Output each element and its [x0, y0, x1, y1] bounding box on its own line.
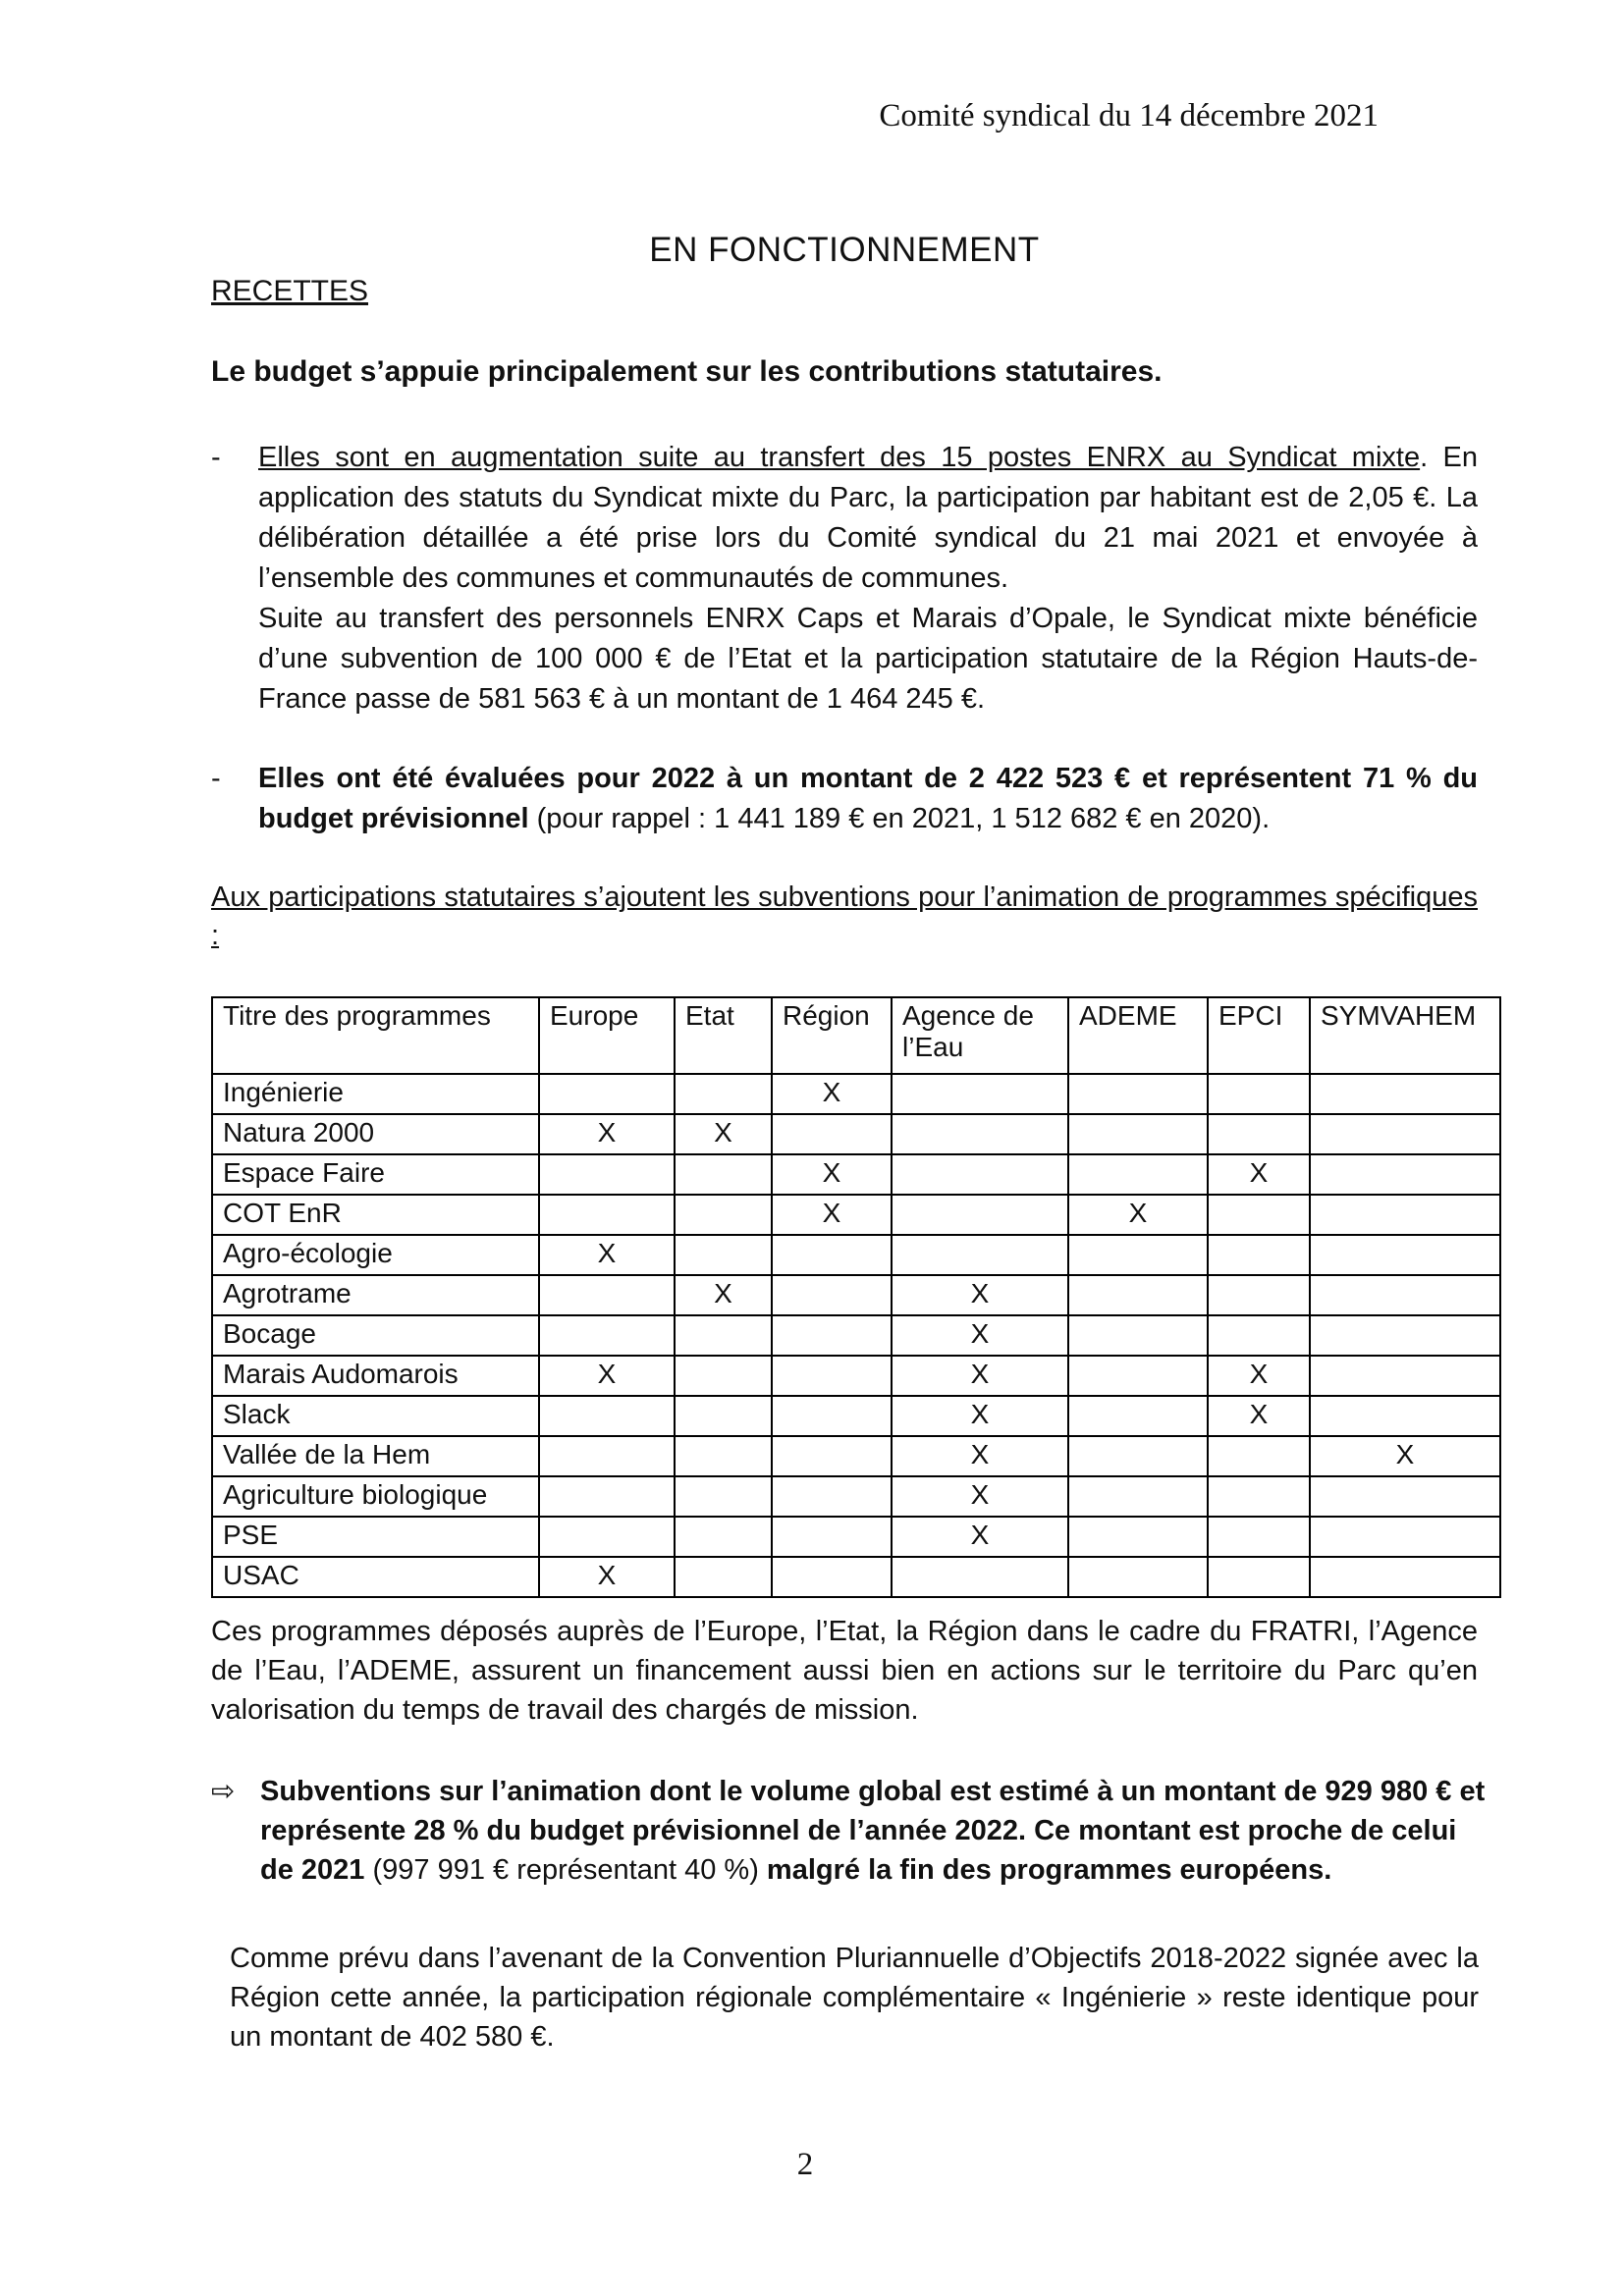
- funder-mark-cell: [892, 1557, 1068, 1597]
- funder-mark-cell: [539, 1476, 675, 1517]
- program-name-cell: Espace Faire: [212, 1154, 539, 1195]
- funder-mark-cell: [539, 1195, 675, 1235]
- funder-mark-cell: [772, 1356, 892, 1396]
- bullet-dash: -: [211, 442, 221, 473]
- table-row: [212, 1154, 1500, 1195]
- funder-mark-cell: [539, 1396, 675, 1436]
- program-name-cell: USAC: [212, 1557, 539, 1597]
- subventions-normal: (997 991 € représentant 40 %): [364, 1854, 767, 1886]
- subventions-bold-1: Subventions sur l’animation dont le volume global est estimé à un montant de 929 980 € et représente 28 % du budget prévisionnel de l’année 2022. Ce montant est proche de celui de 2021: [260, 1776, 1486, 1886]
- table-row: [212, 1275, 1500, 1315]
- header-cell: Agence de l’Eau: [892, 997, 1068, 1074]
- table-row: [212, 1517, 1500, 1557]
- table-row: [212, 1476, 1500, 1517]
- funder-mark-cell: [1068, 1476, 1208, 1517]
- table-row: [212, 1235, 1500, 1275]
- header-date: Comité syndical du 14 décembre 2021: [879, 98, 1379, 133]
- header-cell: Etat: [675, 997, 772, 1074]
- funder-mark-cell: [1310, 1315, 1500, 1356]
- funder-mark-cell: [675, 1154, 772, 1195]
- bullet-dash: -: [211, 763, 221, 794]
- funder-mark-cell: [1310, 1114, 1500, 1154]
- programs-table: [211, 996, 1501, 1598]
- funder-mark-cell: [1310, 1476, 1500, 1517]
- bullet-augmentation-underlined: Elles sont en augmentation suite au transfert des 15 postes ENRX au Syndicat mixte: [258, 442, 1421, 473]
- table-row: [212, 1114, 1500, 1154]
- program-name-cell: Natura 2000: [212, 1114, 539, 1154]
- table-row: [212, 1195, 1500, 1235]
- funder-mark-cell: X: [772, 1195, 892, 1235]
- program-name-cell: Ingénierie: [212, 1074, 539, 1114]
- funder-mark-cell: [1310, 1275, 1500, 1315]
- funder-mark-cell: X: [892, 1356, 1068, 1396]
- bullet-augmentation: [211, 438, 1478, 720]
- funder-mark-cell: [1208, 1436, 1310, 1476]
- funder-mark-cell: [1068, 1517, 1208, 1557]
- funder-mark-cell: X: [1208, 1154, 1310, 1195]
- funder-mark-cell: [772, 1436, 892, 1476]
- bullet-augmentation-second: Suite au transfert des personnels ENRX Caps et Marais d’Opale, le Syndicat mixte bénéficie d’une subvention de 100 000 € de l’Etat et la participation statutaire de la Région Hauts-de-France passe de 581 563 € à un montant de 1 464 245 €.: [258, 603, 1478, 715]
- funder-mark-cell: X: [539, 1557, 675, 1597]
- funder-mark-cell: X: [539, 1114, 675, 1154]
- funder-mark-cell: X: [772, 1074, 892, 1114]
- aux-participations-text: Aux participations statutaires s’ajoutent les subventions pour l’animation de programmes spécifiques :: [211, 881, 1478, 951]
- funder-mark-cell: [539, 1074, 675, 1114]
- funder-mark-cell: [675, 1195, 772, 1235]
- page-number: 2: [796, 2147, 814, 2182]
- funder-mark-cell: [892, 1154, 1068, 1195]
- funder-mark-cell: [1068, 1315, 1208, 1356]
- section-title: EN FONCTIONNEMENT: [649, 231, 1040, 269]
- bullet-augmentation-text: [258, 438, 1478, 599]
- funder-mark-cell: X: [892, 1275, 1068, 1315]
- funder-mark-cell: [772, 1275, 892, 1315]
- funder-mark-cell: X: [1208, 1356, 1310, 1396]
- funder-mark-cell: X: [892, 1476, 1068, 1517]
- funder-mark-cell: [675, 1396, 772, 1436]
- funder-mark-cell: [1068, 1154, 1208, 1195]
- funder-mark-cell: [772, 1315, 892, 1356]
- funder-mark-cell: [1068, 1275, 1208, 1315]
- recettes-heading: RECETTES: [211, 275, 369, 307]
- funder-mark-cell: X: [892, 1517, 1068, 1557]
- bullet-evaluation-rest: (pour rappel : 1 441 189 € en 2021, 1 512 682 € en 2020).: [528, 803, 1271, 834]
- table-row: [212, 1074, 1500, 1114]
- funder-mark-cell: X: [892, 1315, 1068, 1356]
- funder-mark-cell: [675, 1517, 772, 1557]
- funder-mark-cell: [772, 1396, 892, 1436]
- program-name-cell: Agro-écologie: [212, 1235, 539, 1275]
- table-header-row: [212, 997, 1500, 1074]
- funder-mark-cell: [1310, 1557, 1500, 1597]
- table-row: [212, 1436, 1500, 1476]
- funder-mark-cell: [1208, 1557, 1310, 1597]
- funder-mark-cell: X: [675, 1114, 772, 1154]
- funder-mark-cell: [1310, 1074, 1500, 1114]
- program-name-cell: Agrotrame: [212, 1275, 539, 1315]
- funder-mark-cell: X: [675, 1275, 772, 1315]
- program-name-cell: Agriculture biologique: [212, 1476, 539, 1517]
- program-name-cell: PSE: [212, 1517, 539, 1557]
- funder-mark-cell: X: [1068, 1195, 1208, 1235]
- funder-mark-cell: [1208, 1074, 1310, 1114]
- subventions-bold-2: malgré la fin des programmes européens.: [766, 1854, 1332, 1886]
- funder-mark-cell: [1310, 1154, 1500, 1195]
- funder-mark-cell: [1068, 1396, 1208, 1436]
- table-row: [212, 1315, 1500, 1356]
- funder-mark-cell: X: [772, 1154, 892, 1195]
- funder-mark-cell: [1310, 1356, 1500, 1396]
- table-row: [212, 1356, 1500, 1396]
- program-name-cell: Slack: [212, 1396, 539, 1436]
- funder-mark-cell: [1208, 1235, 1310, 1275]
- funder-mark-cell: [892, 1074, 1068, 1114]
- funder-mark-cell: [892, 1235, 1068, 1275]
- funder-mark-cell: [772, 1114, 892, 1154]
- header-cell: Titre des programmes: [212, 997, 539, 1074]
- funder-mark-cell: [539, 1436, 675, 1476]
- funder-mark-cell: [1208, 1476, 1310, 1517]
- funder-mark-cell: [772, 1517, 892, 1557]
- funder-mark-cell: [1208, 1195, 1310, 1235]
- table-row: [212, 1557, 1500, 1597]
- funder-mark-cell: [1208, 1114, 1310, 1154]
- bullet-evaluation-bold: Elles ont été évaluées pour 2022 à un montant de 2 422 523 € et représentent 71 % du budget prévisionnel: [258, 763, 1478, 834]
- header-cell: Région: [772, 997, 892, 1074]
- table-row: [212, 1396, 1500, 1436]
- convention-paragraph: Comme prévu dans l’avenant de la Convention Pluriannuelle d’Objectifs 2018-2022 signée avec la Région cette année, la participation régionale complémentaire « Ingénierie » reste identique pour un montant de 402 580 €.: [230, 1943, 1479, 2053]
- funder-mark-cell: X: [1208, 1396, 1310, 1436]
- funder-mark-cell: [675, 1436, 772, 1476]
- funder-mark-cell: [1068, 1235, 1208, 1275]
- funder-mark-cell: X: [539, 1235, 675, 1275]
- funder-mark-cell: X: [892, 1396, 1068, 1436]
- funder-mark-cell: [675, 1235, 772, 1275]
- funder-mark-cell: X: [892, 1436, 1068, 1476]
- funder-mark-cell: [892, 1195, 1068, 1235]
- funder-mark-cell: [675, 1315, 772, 1356]
- program-name-cell: Vallée de la Hem: [212, 1436, 539, 1476]
- funder-mark-cell: [1310, 1517, 1500, 1557]
- funder-mark-cell: [1310, 1396, 1500, 1436]
- funder-mark-cell: [1310, 1235, 1500, 1275]
- funder-mark-cell: [1068, 1074, 1208, 1114]
- funder-mark-cell: [1208, 1315, 1310, 1356]
- header-cell: Europe: [539, 997, 675, 1074]
- funder-mark-cell: [675, 1476, 772, 1517]
- funder-mark-cell: [675, 1557, 772, 1597]
- funder-mark-cell: [539, 1154, 675, 1195]
- funder-mark-cell: [539, 1517, 675, 1557]
- funder-mark-cell: [1310, 1195, 1500, 1235]
- funder-mark-cell: [772, 1557, 892, 1597]
- funder-mark-cell: [892, 1114, 1068, 1154]
- program-name-cell: COT EnR: [212, 1195, 539, 1235]
- funder-mark-cell: [1208, 1517, 1310, 1557]
- funder-mark-cell: [1068, 1436, 1208, 1476]
- header-cell: ADEME: [1068, 997, 1208, 1074]
- funder-mark-cell: [1068, 1557, 1208, 1597]
- intro-statement: Le budget s’appuie principalement sur les contributions statutaires.: [211, 355, 1163, 388]
- programs-funding-paragraph: Ces programmes déposés auprès de l’Europe, l’Etat, la Région dans le cadre du FRATRI, l’Agence de l’Eau, l’ADEME, assurent un financement aussi bien en actions sur le territoire du Parc qu’en valorisation du temps de travail des chargés de mission.: [211, 1616, 1478, 1726]
- funder-mark-cell: [675, 1356, 772, 1396]
- program-name-cell: Bocage: [212, 1315, 539, 1356]
- header-cell: SYMVAHEM: [1310, 997, 1500, 1074]
- bullet-evaluation: [211, 759, 1478, 839]
- funder-mark-cell: [539, 1315, 675, 1356]
- funder-mark-cell: [1068, 1114, 1208, 1154]
- funder-mark-cell: [675, 1074, 772, 1114]
- bullet-augmentation-rest: . En application des statuts du Syndicat mixte du Parc, la participation par habitant est de 2,05 €. La délibération détaillée a été prise lors du Comité syndical du 21 mai 2021 et envoyée à l’ensemble des communes et communautés de communes.: [258, 442, 1478, 594]
- funder-mark-cell: X: [539, 1356, 675, 1396]
- funder-mark-cell: [1068, 1356, 1208, 1396]
- funder-mark-cell: [1208, 1275, 1310, 1315]
- arrow-right-icon: ⇨: [211, 1776, 236, 1807]
- funder-mark-cell: [772, 1476, 892, 1517]
- program-name-cell: Marais Audomarois: [212, 1356, 539, 1396]
- funder-mark-cell: X: [1310, 1436, 1500, 1476]
- funder-mark-cell: [772, 1235, 892, 1275]
- subventions-summary: [211, 1772, 1492, 1890]
- header-cell: EPCI: [1208, 997, 1310, 1074]
- funder-mark-cell: [539, 1275, 675, 1315]
